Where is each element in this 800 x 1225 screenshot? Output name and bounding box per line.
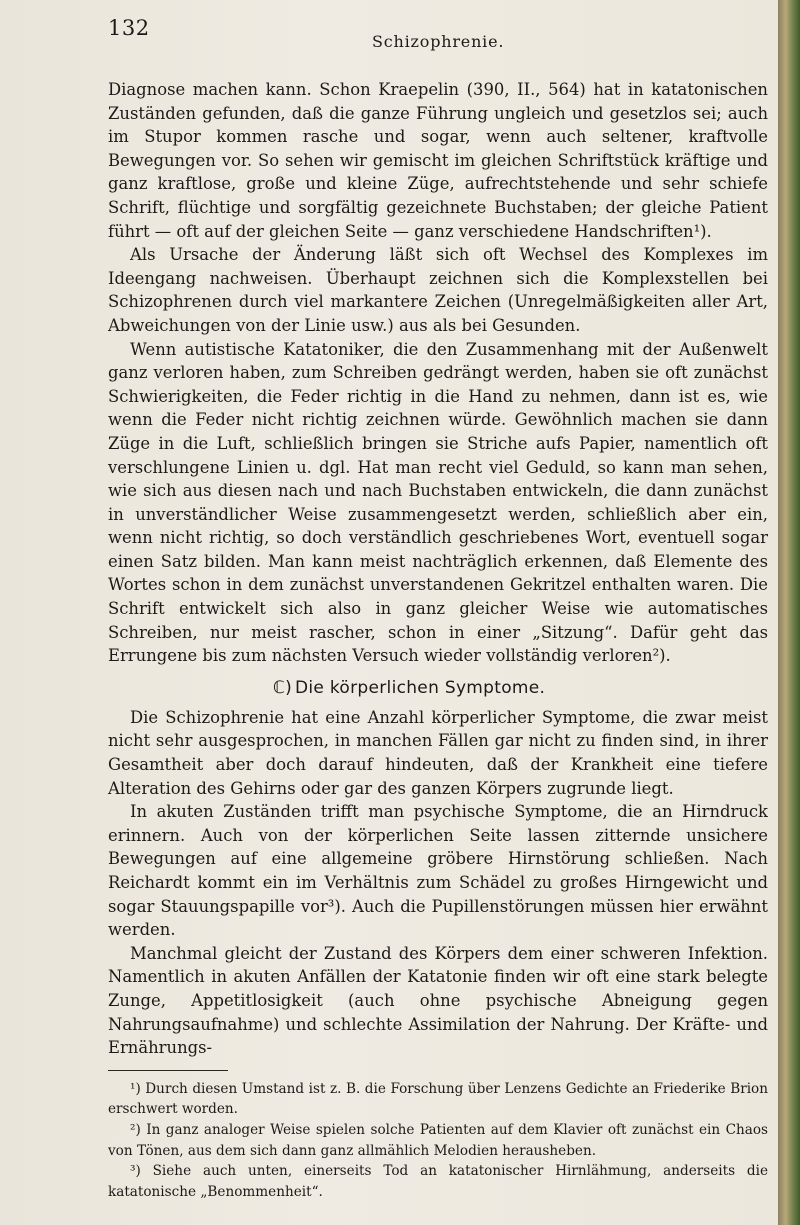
- footnote: ³) Siehe auch unten, einerseits Tod an katatonischer Hirnlähmung, anderseits die katatonische „Benommenheit“.: [108, 1163, 768, 1200]
- running-head: Schizophrenie.: [372, 32, 505, 51]
- paragraph: Wenn autistische Katatoniker, die den Zusammenhang mit der Außenwelt ganz verloren haben, zum Schreiben gedrängt werden, haben sie oft zunächst Schwierigkeiten, die Feder richtig in die Hand zu nehmen, dann ist es, wie wenn die Feder nicht richtig zeichnen würde. Gewöhnlich machen sie dann Züge in die Luft, schließlich bringen sie Striche aufs Papier, namentlich oft verschlungene Linien u. dgl. Hat man recht viel Geduld, so kann man sehen, wie sich aus diesen nach und nach Buchstaben entwickeln, die dann zunächst in unverständlicher Weise zusammengesetzt werden, schließlich aber ein, wenn nicht richtig, so doch verständlich geschriebenes Wort, eventuell sogar einen Satz bilden. Man kann meist nachträglich erkennen, daß Elemente des Wortes schon in dem zunächst unverstandenen Gekritzel enthalten waren. Die Schrift entwickelt sich also in ganz gleicher Weise wie automatisches Schreiben, nur meist rascher, schon in einer „Sitzung“. Dafür geht das Errungene bis zum nächsten Versuch wieder vollständig verloren²).: [108, 339, 768, 666]
- section-mark: ℂ): [273, 677, 293, 698]
- page-number: 132: [108, 16, 150, 40]
- footnote-divider: [108, 1070, 228, 1071]
- page-body: [108, 78, 768, 1202]
- book-edge: [778, 0, 800, 1225]
- section-heading: [108, 676, 768, 700]
- footnote: ²) In ganz analoger Weise spielen solche Patienten auf dem Klavier oft zunächst ein Chaos von Tönen, aus dem sich dann ganz allmählich Melodien herausheben.: [108, 1121, 768, 1159]
- paragraph: In akuten Zuständen trifft man psychische Symptome, die an Hirndruck erinnern. Auch von der körperlichen Seite lassen zitternde unsichere Bewegungen auf eine allgemeine gröbere Hirnstörung schließen. Nach Reichardt kommt ein im Verhältnis zum Schädel zu großes Hirngewicht und sogar Stauungspapille vor³). Auch die Pupillenstörungen müssen hier erwähnt werden.: [108, 802, 768, 940]
- paragraph: Manchmal gleicht der Zustand des Körpers dem einer schweren Infektion. Namentlich in akuten Anfällen der Katatonie finden wir oft eine stark belegte Zunge, Appetitlosigkeit (auch ohne psychische Abneigung gegen Nahrungsaufnahme) und schlechte Assimilation der Nahrung. Der Kräfte- und Ernährungs-: [108, 943, 768, 1058]
- footnotes: [108, 1079, 768, 1203]
- section-title: Die körperlichen Symptome.: [295, 677, 546, 698]
- paragraph: Die Schizophrenie hat eine Anzahl körperlicher Symptome, die zwar meist nicht sehr ausgesprochen, in manchen Fällen gar nicht zu finden sind, in ihrer Gesamtheit aber doch darauf hindeuten, daß der Krankheit eine tiefere Alteration des Gehirns oder gar des ganzen Körpers zugrunde liegt.: [108, 707, 768, 798]
- paragraph: Als Ursache der Änderung läßt sich oft Wechsel des Komplexes im Ideengang nachweisen. Überhaupt zeichnen sich die Komplexstellen bei Schizophrenen durch viel markantere Zeichen (Unregelmäßigkeiten aller Art, Abweichungen von der Linie usw.) aus als bei Gesunden.: [108, 245, 768, 335]
- paragraph: Diagnose machen kann. Schon Kraepelin (390, II., 564) hat in katatonischen Zuständen gefunden, daß die ganze Führung ungleich und gesetzlos sei; auch im Stupor kommen rasche und sogar, wenn auch seltener, kraftvolle Bewegungen vor. So sehen wir gemischt im gleichen Schriftstück kräftige und ganz kraftlose, große und kleine Züge, aufrechtstehende und sehr schiefe Schrift, flüchtige und sorgfältig gezeichnete Buchstaben; der gleiche Patient führt — oft auf der gleichen Seite — ganz verschiedene Handschriften¹).: [108, 80, 768, 241]
- footnote: ¹) Durch diesen Umstand ist z. B. die Forschung über Lenzens Gedichte an Friederike Brion erschwert worden.: [108, 1080, 768, 1118]
